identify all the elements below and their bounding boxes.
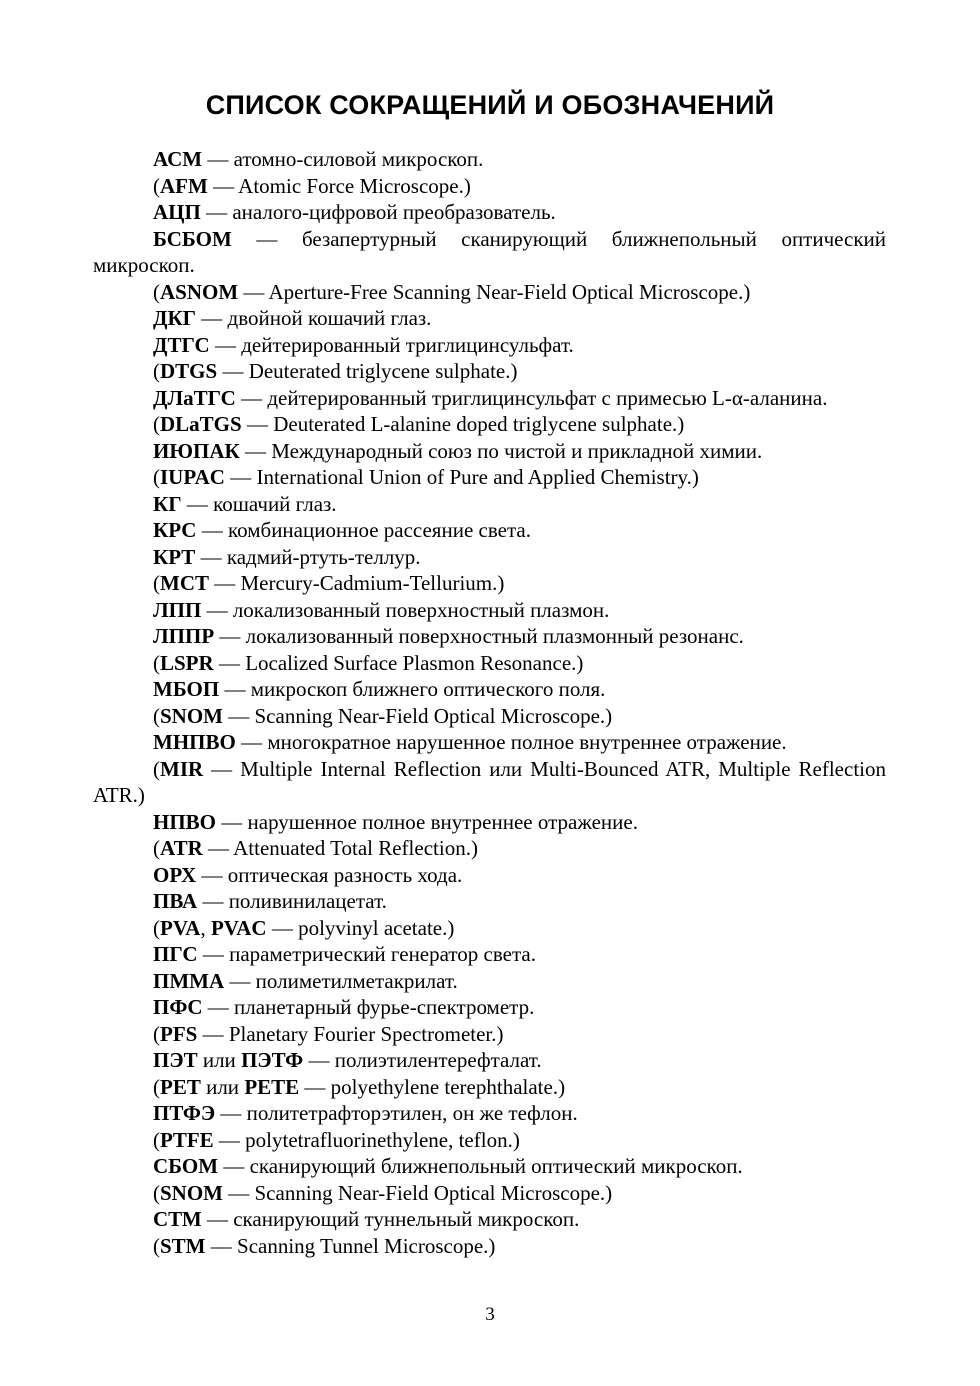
abbreviation-list bbox=[93, 146, 886, 1259]
abbreviation-definition: — безапертурный сканирующий ближнепольный оптический микроскоп. bbox=[93, 226, 886, 277]
abbreviation-definition: — Deuterated L-alanine doped triglycene sulphate.) bbox=[241, 412, 685, 436]
abbreviation-definition: — Aperture-Free Scanning Near-Field Optical Microscope.) bbox=[238, 279, 751, 304]
abbreviation-entry bbox=[93, 358, 886, 385]
abbreviation-term: ПФС bbox=[153, 995, 203, 1019]
abbreviation-entry bbox=[93, 676, 886, 703]
abbreviation-definition: — полиметилметакрилат. bbox=[224, 968, 458, 993]
abbreviation-term: НПВО bbox=[153, 809, 217, 834]
abbreviation-definition: — polytetrafluorinethylene, teflon.) bbox=[213, 1127, 520, 1152]
abbreviation-term: МНПВО bbox=[153, 730, 236, 754]
abbreviation-definition: — дейтерированный триглицинсульфат. bbox=[209, 332, 574, 357]
abbreviation-term: DTGS bbox=[160, 359, 218, 383]
abbreviation-definition: — комбинационное рассеяние света. bbox=[196, 518, 531, 542]
abbreviation-definition: — политетрафторэтилен, он же тефлон. bbox=[215, 1101, 578, 1125]
abbreviation-entry bbox=[93, 438, 886, 465]
abbreviation-entry bbox=[93, 756, 886, 809]
abbreviation-entry bbox=[93, 835, 886, 862]
abbreviation-entry bbox=[93, 994, 886, 1021]
abbreviation-definition: — кадмий-ртуть-теллур. bbox=[195, 544, 421, 569]
abbreviation-term: СБОМ bbox=[153, 1154, 219, 1178]
abbreviation-definition: — polyethylene terephthalate.) bbox=[299, 1074, 566, 1099]
abbreviation-definition: — Scanning Near-Field Optical Microscope.) bbox=[223, 703, 613, 728]
abbreviation-term: DLaTGS bbox=[160, 412, 242, 436]
abbreviation-term: ЛППР bbox=[153, 624, 215, 648]
abbreviation-entry bbox=[93, 411, 886, 438]
term-separator: или bbox=[197, 1048, 242, 1072]
abbreviation-entry bbox=[93, 1127, 886, 1154]
page-title: СПИСОК СОКРАЩЕНИЙ И ОБОЗНАЧЕНИЙ bbox=[205, 90, 775, 120]
abbreviation-definition: — нарушенное полное внутреннее отражение. bbox=[216, 809, 638, 834]
abbreviation-term: IUPAC bbox=[160, 465, 225, 489]
abbreviation-term: АСМ bbox=[153, 147, 203, 171]
abbreviation-term: ДКГ bbox=[153, 306, 197, 330]
abbreviation-term: MCT bbox=[160, 571, 209, 595]
abbreviation-entry bbox=[93, 809, 886, 836]
abbreviation-term: SNOM bbox=[160, 703, 223, 728]
abbreviation-entry bbox=[93, 1047, 886, 1074]
open-paren: ( bbox=[153, 1074, 160, 1099]
abbreviation-definition: — многократное нарушенное полное внутреннее отражение. bbox=[235, 730, 787, 754]
abbreviation-entry bbox=[93, 146, 886, 173]
abbreviation-term: ЛПП bbox=[153, 597, 202, 622]
abbreviation-definition: — параметрический генератор света. bbox=[197, 942, 536, 966]
open-paren: ( bbox=[153, 359, 160, 383]
abbreviation-definition: — поливинилацетат. bbox=[197, 889, 387, 913]
abbreviation-term: SNOM bbox=[160, 1180, 223, 1205]
abbreviation-entry bbox=[93, 1233, 886, 1260]
open-paren: ( bbox=[153, 756, 160, 781]
open-paren: ( bbox=[153, 412, 160, 436]
abbreviation-term: ОРХ bbox=[153, 862, 197, 887]
abbreviation-term: PFS bbox=[160, 1021, 198, 1046]
abbreviation-definition: — Localized Surface Plasmon Resonance.) bbox=[213, 650, 584, 675]
abbreviation-definition: — сканирующий туннельный микроскоп. bbox=[201, 1207, 580, 1231]
abbreviation-definition: — Multiple Internal Reflection или Multi-Bounced ATR, Multiple Reflection ATR.) bbox=[93, 756, 886, 807]
abbreviation-entry bbox=[93, 703, 886, 730]
abbreviation-entry bbox=[93, 1206, 886, 1233]
abbreviation-entry bbox=[93, 199, 886, 226]
abbreviation-entry bbox=[93, 941, 886, 968]
abbreviation-entry bbox=[93, 570, 886, 597]
abbreviation-term: PTFE bbox=[160, 1127, 214, 1152]
abbreviation-definition: — атомно-силовой микроскоп. bbox=[202, 147, 484, 171]
abbreviation-definition: — Planetary Fourier Spectrometer.) bbox=[197, 1021, 504, 1046]
abbreviation-term: ДТГС bbox=[153, 332, 210, 357]
abbreviation-term: STM bbox=[160, 1233, 206, 1258]
abbreviation-definition: — сканирующий ближнепольный оптический микроскоп. bbox=[218, 1154, 743, 1178]
open-paren: ( bbox=[153, 465, 160, 489]
open-paren: ( bbox=[153, 915, 160, 940]
abbreviation-term: СТМ bbox=[153, 1207, 202, 1231]
abbreviation-term: МБОП bbox=[153, 677, 220, 701]
abbreviation-term: PET bbox=[160, 1074, 201, 1099]
abbreviation-term: ИЮПАК bbox=[153, 438, 240, 463]
abbreviation-term-alt: PETE bbox=[244, 1074, 300, 1099]
abbreviation-entry bbox=[93, 1074, 886, 1101]
abbreviation-term: КРС bbox=[153, 518, 197, 542]
abbreviation-entry bbox=[93, 226, 886, 279]
abbreviation-definition: — polyvinyl acetate.) bbox=[266, 915, 455, 940]
abbreviation-entry bbox=[93, 544, 886, 571]
abbreviation-entry bbox=[93, 1100, 886, 1127]
abbreviation-entry bbox=[93, 1180, 886, 1207]
abbreviation-term: КГ bbox=[153, 491, 182, 516]
abbreviation-entry bbox=[93, 279, 886, 306]
abbreviation-term: ДЛаТГС bbox=[153, 385, 236, 410]
abbreviation-definition: — локализованный поверхностный плазмонный резонанс. bbox=[214, 624, 744, 648]
abbreviation-term: MIR bbox=[160, 756, 204, 781]
term-separator: , bbox=[200, 915, 211, 940]
abbreviation-entry bbox=[93, 729, 886, 756]
open-paren: ( bbox=[153, 1127, 160, 1152]
abbreviation-term: КРТ bbox=[153, 544, 196, 569]
abbreviation-entry bbox=[93, 968, 886, 995]
abbreviation-definition: — локализованный поверхностный плазмон. bbox=[201, 597, 610, 622]
abbreviation-term-alt: ПЭТФ bbox=[241, 1048, 304, 1072]
abbreviation-entry bbox=[93, 517, 886, 544]
abbreviation-term: АЦП bbox=[153, 200, 201, 224]
abbreviation-term: ПВА bbox=[153, 889, 198, 913]
abbreviation-term: PVA bbox=[160, 915, 201, 940]
abbreviation-definition: — двойной кошачий глаз. bbox=[196, 306, 432, 330]
abbreviation-entry bbox=[93, 385, 886, 412]
abbreviation-term: ASNOM bbox=[160, 279, 239, 304]
abbreviation-definition: — оптическая разность хода. bbox=[196, 862, 463, 887]
abbreviation-definition: — аналого-цифровой преобразователь. bbox=[200, 200, 556, 224]
abbreviation-definition: — дейтерированный триглицинсульфат с примесью L-α-аланина. bbox=[235, 385, 828, 410]
abbreviation-entry bbox=[93, 305, 886, 332]
abbreviation-definition: — International Union of Pure and Applied Chemistry.) bbox=[224, 465, 699, 489]
abbreviation-definition: — Deuterated triglycene sulphate.) bbox=[217, 359, 518, 383]
abbreviation-entry bbox=[93, 862, 886, 889]
term-separator: или bbox=[200, 1074, 245, 1099]
abbreviation-entry bbox=[93, 888, 886, 915]
abbreviation-entry bbox=[93, 464, 886, 491]
abbreviation-entry bbox=[93, 650, 886, 677]
abbreviation-term-alt: PVAC bbox=[210, 915, 267, 940]
abbreviation-term: ПГС bbox=[153, 942, 198, 966]
abbreviation-term: ПММА bbox=[153, 968, 225, 993]
abbreviation-entry bbox=[93, 597, 886, 624]
abbreviation-definition: — планетарный фурье-спектрометр. bbox=[202, 995, 535, 1019]
abbreviation-term: БСБОМ bbox=[153, 226, 232, 251]
abbreviation-definition: — Mercury-Cadmium-Tellurium.) bbox=[209, 571, 505, 595]
abbreviation-entry bbox=[93, 1153, 886, 1180]
abbreviation-term: AFM bbox=[160, 173, 208, 198]
page-number: 3 bbox=[485, 1304, 495, 1325]
open-paren: ( bbox=[153, 1180, 160, 1205]
open-paren: ( bbox=[153, 279, 160, 304]
abbreviation-term: ПТФЭ bbox=[153, 1101, 216, 1125]
open-paren: ( bbox=[153, 1021, 160, 1046]
abbreviation-term: LSPR bbox=[160, 650, 214, 675]
abbreviation-entry bbox=[93, 332, 886, 359]
abbreviation-definition: — Scanning Near-Field Optical Microscope.) bbox=[223, 1180, 613, 1205]
abbreviation-entry bbox=[93, 491, 886, 518]
open-paren: ( bbox=[153, 650, 160, 675]
abbreviation-definition: — Scanning Tunnel Microscope.) bbox=[205, 1233, 496, 1258]
abbreviation-definition: — кошачий глаз. bbox=[181, 491, 337, 516]
abbreviation-entry bbox=[93, 623, 886, 650]
open-paren: ( bbox=[153, 836, 160, 860]
open-paren: ( bbox=[153, 703, 160, 728]
abbreviation-definition: — Международный союз по чистой и прикладной химии. bbox=[239, 438, 763, 463]
abbreviation-definition: — полиэтилентерефталат. bbox=[303, 1048, 542, 1072]
abbreviation-term: ATR bbox=[160, 836, 203, 860]
abbreviation-definition: — микроскоп ближнего оптического поля. bbox=[219, 677, 606, 701]
open-paren: ( bbox=[153, 571, 160, 595]
open-paren: ( bbox=[153, 1233, 160, 1258]
abbreviation-entry bbox=[93, 915, 886, 942]
abbreviation-definition: — Attenuated Total Reflection.) bbox=[202, 836, 478, 860]
abbreviation-entry bbox=[93, 173, 886, 200]
abbreviation-definition: — Atomic Force Microscope.) bbox=[207, 173, 471, 198]
open-paren: ( bbox=[153, 173, 160, 198]
abbreviation-entry bbox=[93, 1021, 886, 1048]
abbreviation-term: ПЭТ bbox=[153, 1048, 198, 1072]
